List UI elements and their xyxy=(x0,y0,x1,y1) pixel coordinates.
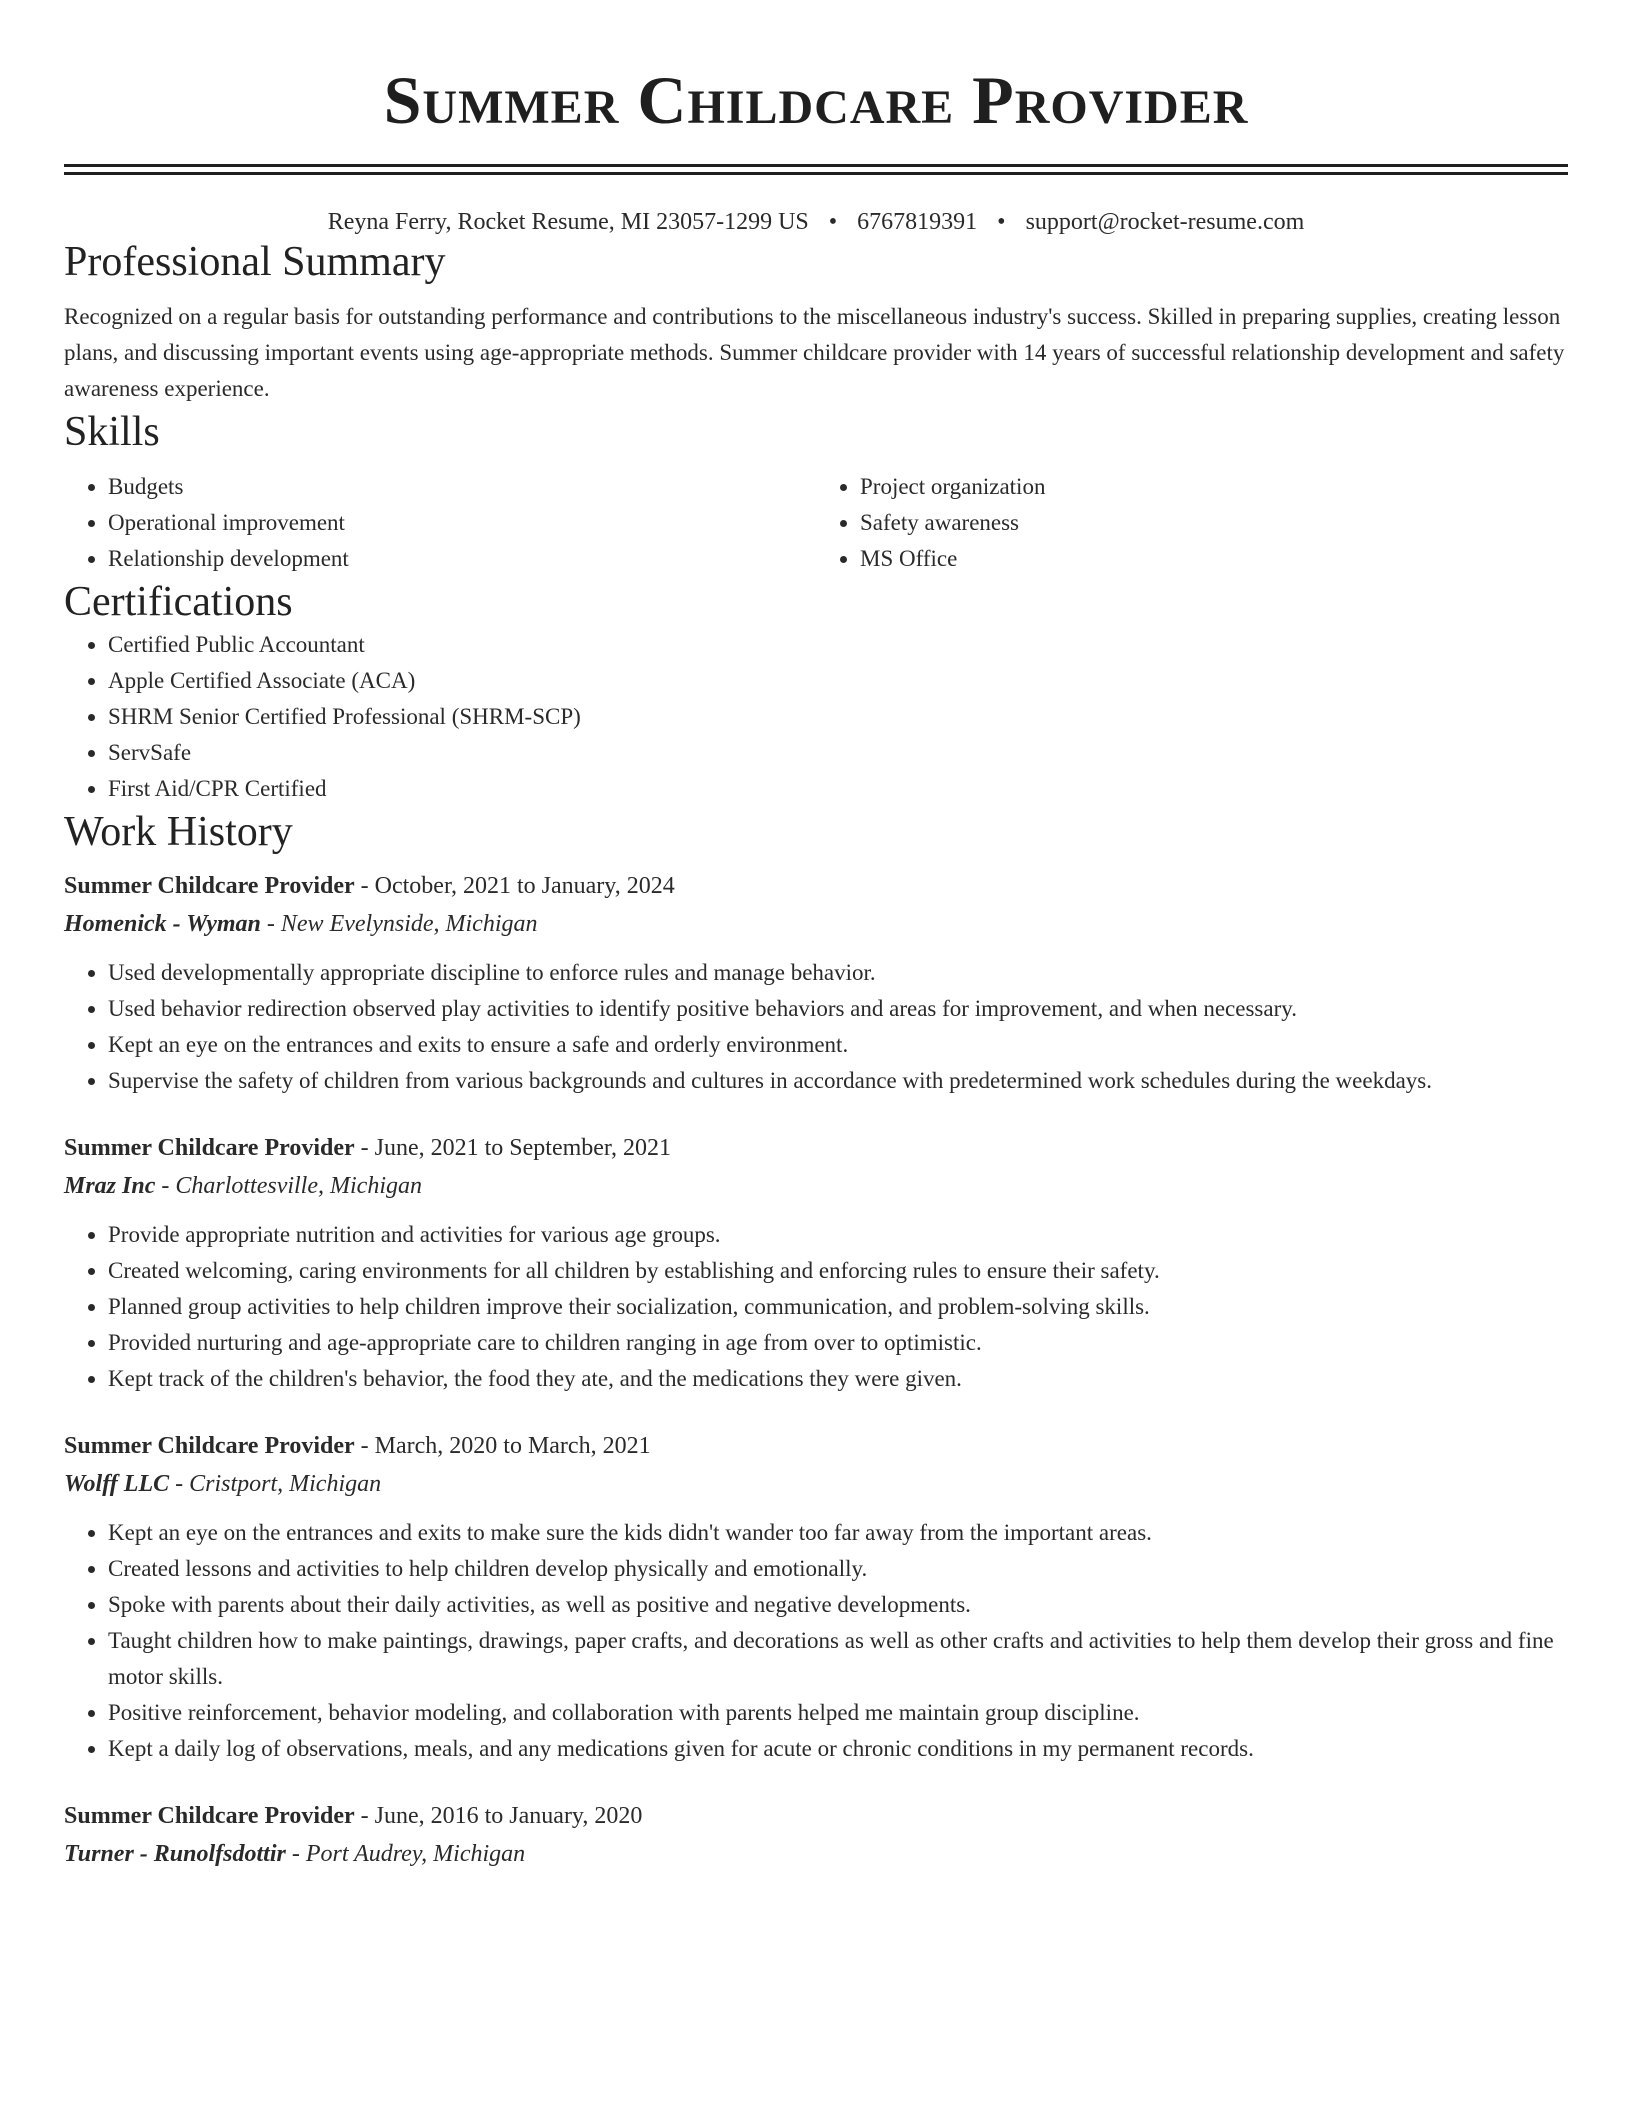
job-dates: - October, 2021 to January, 2024 xyxy=(354,873,675,899)
contact-line xyxy=(64,207,1568,237)
certification-item: • Apple Certified Associate (ACA) xyxy=(108,663,1568,699)
skills-list xyxy=(64,469,1568,577)
duty-item: • Taught children how to make paintings, drawings, paper crafts, and decorations as well as other crafts and activities to help them develop their gross and fine motor skills. xyxy=(108,1623,1568,1695)
job-title: Summer Childcare Provider xyxy=(64,1135,355,1161)
resume-title: Summer Childcare Provider xyxy=(383,62,1249,138)
job-entry xyxy=(64,867,1568,1099)
job-title-line xyxy=(64,1797,1568,1835)
job-company-line xyxy=(64,905,1568,943)
job-entry xyxy=(64,1427,1568,1767)
job-entry xyxy=(64,1797,1568,1873)
contact-address: Reyna Ferry, Rocket Resume, MI 23057-1299 US xyxy=(327,209,809,235)
job-entry xyxy=(64,1129,1568,1397)
job-company: Homenick - Wyman xyxy=(64,911,261,937)
duty-item: • Positive reinforcement, behavior modeling, and collaboration with parents helped me maintain group discipline. xyxy=(108,1695,1568,1731)
skill-item: • Operational improvement xyxy=(108,505,816,541)
summary-heading: Professional Summary xyxy=(64,239,446,285)
duty-item: • Created lessons and activities to help children develop physically and emotionally. xyxy=(108,1551,1568,1587)
job-title-line xyxy=(64,1129,1568,1167)
skill-item: • MS Office xyxy=(860,541,1568,577)
duty-item: • Created welcoming, caring environments for all children by establishing and enforcing rules to ensure their safety. xyxy=(108,1253,1568,1289)
duty-item: • Planned group activities to help children improve their socialization, communication, and problem-solving skills. xyxy=(108,1289,1568,1325)
job-title-line xyxy=(64,867,1568,905)
job-dates: - June, 2016 to January, 2020 xyxy=(354,1803,643,1829)
job-location: - Charlottesville, Michigan xyxy=(155,1173,422,1199)
duty-item: • Kept a daily log of observations, meals, and any medications given for acute or chronic conditions in my permanent records. xyxy=(108,1731,1568,1767)
duty-item: • Provide appropriate nutrition and activities for various age groups. xyxy=(108,1217,1568,1253)
duty-item: • Used behavior redirection observed play activities to identify positive behaviors and areas for improvement, and when necessary. xyxy=(108,991,1568,1027)
job-duties xyxy=(64,1515,1568,1767)
job-location: - New Evelynside, Michigan xyxy=(260,911,538,937)
duty-item: • Supervise the safety of children from various backgrounds and cultures in accordance with predetermined work schedules during the weekdays. xyxy=(108,1063,1568,1099)
certification-item: • First Aid/CPR Certified xyxy=(108,771,1568,807)
skills-column-left xyxy=(64,469,816,577)
title-double-rule xyxy=(64,164,1568,175)
duty-item: • Kept track of the children's behavior, the food they ate, and the medications they were given. xyxy=(108,1361,1568,1397)
skill-item: • Budgets xyxy=(108,469,816,505)
job-company: Mraz Inc xyxy=(64,1173,156,1199)
contact-separator: • xyxy=(828,209,838,235)
certification-item: • ServSafe xyxy=(108,735,1568,771)
job-duties xyxy=(64,955,1568,1099)
skill-item: • Safety awareness xyxy=(860,505,1568,541)
summary-text: Recognized on a regular basis for outstanding performance and contributions to the miscellaneous industry's success. Skilled in preparing supplies, creating lesson plans, and discussing important events using age-appropriate methods. Summer childcare provider with 14 years of successful relationship development and safety awareness experience. xyxy=(64,304,1565,401)
job-location: - Cristport, Michigan xyxy=(169,1471,382,1497)
contact-separator: • xyxy=(997,209,1006,235)
duty-item: • Kept an eye on the entrances and exits to ensure a safe and orderly environment. xyxy=(108,1027,1568,1063)
job-title-line xyxy=(64,1427,1568,1465)
job-company: Turner - Runolfsdottir xyxy=(64,1841,286,1867)
job-title: Summer Childcare Provider xyxy=(64,1803,355,1829)
job-duties xyxy=(64,1217,1568,1397)
certifications-list xyxy=(64,627,1568,807)
certification-item: • Certified Public Accountant xyxy=(108,627,1568,663)
job-title: Summer Childcare Provider xyxy=(64,1433,355,1459)
work-history-heading: Work History xyxy=(64,809,293,855)
job-dates: - March, 2020 to March, 2021 xyxy=(354,1433,651,1459)
job-company: Wolff LLC xyxy=(64,1471,170,1497)
job-company-line xyxy=(64,1465,1568,1503)
job-dates: - June, 2021 to September, 2021 xyxy=(354,1135,671,1161)
certification-item: • SHRM Senior Certified Professional (SHRM-SCP) xyxy=(108,699,1568,735)
duty-item: • Used developmentally appropriate discipline to enforce rules and manage behavior. xyxy=(108,955,1568,991)
skills-column-right xyxy=(816,469,1568,577)
certifications-heading: Certifications xyxy=(64,579,293,625)
contact-email: support@rocket-resume.com xyxy=(1025,209,1305,235)
contact-phone: 6767819391 xyxy=(857,209,978,235)
job-title: Summer Childcare Provider xyxy=(64,873,355,899)
job-company-line xyxy=(64,1167,1568,1205)
duty-item: • Kept an eye on the entrances and exits to make sure the kids didn't wander too far away from the important areas. xyxy=(108,1515,1568,1551)
duty-item: • Spoke with parents about their daily activities, as well as positive and negative developments. xyxy=(108,1587,1568,1623)
skills-heading: Skills xyxy=(64,409,160,455)
duty-item: • Provided nurturing and age-appropriate care to children ranging in age from over to optimistic. xyxy=(108,1325,1568,1361)
job-location: - Port Audrey, Michigan xyxy=(285,1841,526,1867)
skill-item: • Project organization xyxy=(860,469,1568,505)
skill-item: • Relationship development xyxy=(108,541,816,577)
job-company-line xyxy=(64,1835,1568,1873)
